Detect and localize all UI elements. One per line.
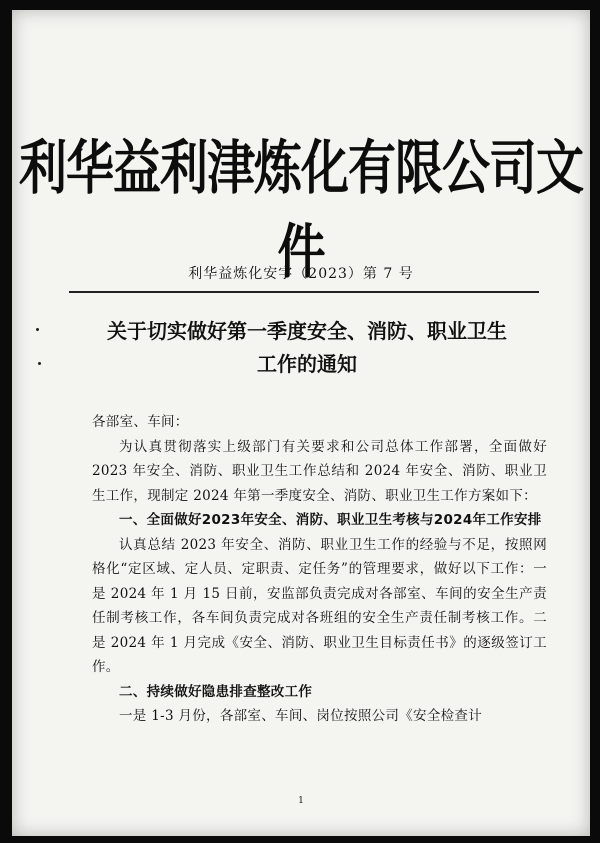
page-number: 1 (298, 796, 304, 806)
section2-heading: 二、持续做好隐患排查整改工作 (119, 683, 313, 700)
scan-speck (38, 362, 41, 365)
intro-paragraph: 为认真贯彻落实上级部门有关要求和公司总体工作部署，全面做好 2023 年安全、消防、职业卫生工作总结和 2024 年安全、消防、职业卫生工作，现制定 2024 年第一季度安全、消防、职业卫生工作方案如下： (92, 438, 547, 504)
document-masthead: 利华益利津炼化有限公司文件 (18, 134, 583, 287)
section1-paragraph: 认真总结 2023 年安全、消防、职业卫生工作的经验与不足，按照网格化“定区域、定人员、定职责、定任务”的管理要求，做好以下工作：一是 2024 年 1 月 15 日前，安监部负责完成对各部室、车间的安全生产责任制考核工作，各车间负责完成对各班组的安全生产责任制考核工作。二是 2024 年 1 月完成《安全、消防、职业卫生目标责任书》的逐级签订工作。 (92, 536, 547, 675)
document-number: 利华益炼化安字（2023）第 7 号 (188, 266, 414, 282)
section1-heading: 一、全面做好2023年安全、消防、职业卫生考核与2024年工作安排 (119, 512, 542, 528)
scan-speck (36, 328, 39, 331)
header-divider (69, 291, 539, 293)
notice-title (52, 315, 562, 381)
document-page (12, 10, 590, 836)
notice-title-line1: 关于切实做好第一季度安全、消防、职业卫生 (107, 319, 507, 343)
section2-paragraph: 一是 1-3 月份，各部室、车间、岗位按照公司《安全检查计 (119, 708, 483, 724)
notice-title-line2: 工作的通知 (257, 352, 357, 376)
salutation: 各部室、车间： (92, 414, 189, 430)
notice-body (92, 410, 547, 729)
